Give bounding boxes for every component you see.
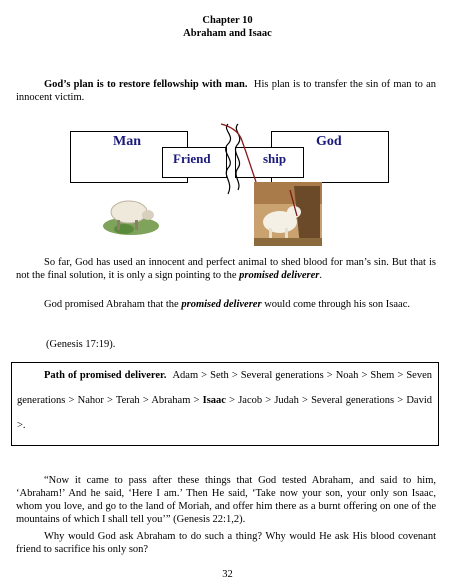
fellowship-diagram [0,120,455,250]
lamb-with-person-icon [254,182,322,246]
god-label: God [316,134,342,149]
p2-emphasis: promised deliverer [239,270,320,281]
quote-text: “Now it came to pass after these things that God tested Abraham, and said to him, ‘Abraham!’ And he said, ‘Here I am.’ Then He said, ‘Take now your son, your only son Isaac, whom you love, and go to the land of Moriah, and offer him there as a burnt offering on one of the mountains of which I shall tell you’” (Genesis 22:1,2). [16,475,436,525]
paragraph-animal-sacrifice [16,256,436,282]
genesis-reference: (Genesis 17:19). [46,339,116,350]
p3-end: would come through his son Isaac. [261,299,410,310]
ship-label: ship [263,151,287,166]
paragraph-promise [16,298,436,311]
genesis-quote [16,474,436,526]
intro-paragraph [16,78,436,104]
p3-start: God promised Abraham that the [44,299,182,310]
path-text [12,363,438,438]
path-of-deliverer-box [11,362,439,446]
p2-text: So far, God has used an innocent and perfect animal to shed blood for man’s sin. But that is not the final solution, it is only a sign pointing to the [16,257,436,281]
p3-emphasis: promised deliverer [181,299,262,310]
chapter-title: Abraham and Isaac [183,28,272,39]
sheep-icon [102,190,160,236]
path-before-isaac: Adam > Seth > Several generations > Noah > Shem > Seven generations > Nahor > Terah > Abraham > [17,370,433,406]
friend-label: Friend [173,151,211,166]
question-paragraph [16,530,436,556]
path-after-isaac: > Jacob > Judah > Several generations > David >. [17,395,433,431]
path-isaac: Isaac [202,395,226,406]
chapter-number: Chapter 10 [202,15,253,26]
intro-bold: God’s plan is to restore fellowship with man. [44,79,248,90]
man-label: Man [113,134,141,149]
path-bold: Path of promised deliverer. [44,370,167,381]
intro-rest: His plan is to transfer the sin of man to an innocent victim. [16,79,436,103]
p2-end: . [319,270,322,281]
page-number: 32 [222,569,233,580]
question-text: Why would God ask Abraham to do such a thing? Why would He ask His blood covenant friend to sacrifice his only son? [16,531,436,555]
